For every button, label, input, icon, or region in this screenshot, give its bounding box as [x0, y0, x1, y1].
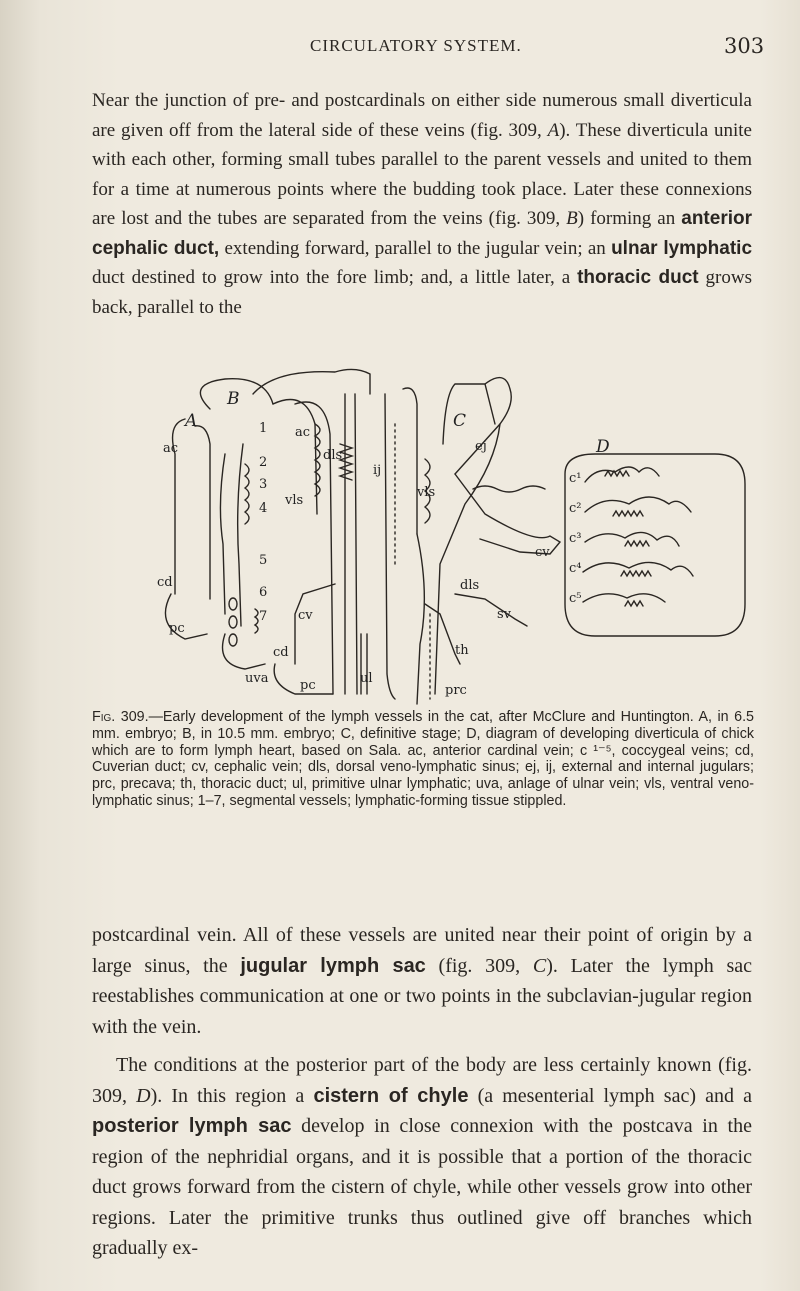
- panel-label-d: D: [596, 437, 610, 457]
- text-run: (fig. 309,: [425, 954, 533, 977]
- label-a-1: 1: [259, 421, 268, 436]
- label-c-ej: ej: [475, 439, 487, 454]
- bold-term: cistern of chyle: [313, 1084, 469, 1107]
- label-c-ij: ij: [373, 463, 382, 478]
- label-c-dls: dls: [460, 578, 480, 593]
- label-b-pc: pc: [300, 678, 316, 693]
- label-a-ac: ac: [163, 441, 179, 456]
- text-run: ). These diverticula unite with each other, forming small tubes parallel to the parent vessels and united to them for a time at numerous points where the budding took place. Later these connexions are lost and the tubes are separated from the veins (fig. 309,: [92, 119, 752, 229]
- panel-c-drawing: [385, 378, 560, 704]
- text-run: grows back, parallel to the: [92, 267, 752, 318]
- panel-d-drawing: [565, 454, 745, 636]
- label-a-6: 6: [259, 585, 268, 600]
- label-b-dls: dls: [323, 448, 343, 463]
- running-head: CIRCULATORY SYSTEM.: [310, 36, 522, 55]
- label-a-3: 3: [259, 477, 268, 492]
- text-run: (a mesenterial lymph sac) and a: [468, 1084, 753, 1107]
- label-c-prc: prc: [445, 683, 467, 698]
- label-a-4: 4: [259, 501, 268, 516]
- label-c-th: th: [455, 643, 469, 658]
- paragraph-1: [92, 86, 752, 322]
- text-run: postcardinal vein. All of these vessels are united near their point of origin by a large sinus, the: [92, 924, 752, 977]
- text-run: ) forming an: [577, 208, 682, 229]
- label-b-cv: cv: [298, 608, 313, 623]
- bold-term: jugular lymph sac: [240, 954, 426, 977]
- label-b-cd: cd: [273, 645, 289, 660]
- label-d-c5: c⁵: [569, 591, 582, 606]
- panel-label-c: C: [453, 411, 467, 431]
- italic-ref: B: [566, 208, 578, 229]
- label-d-c4: c⁴: [569, 561, 582, 576]
- text-run: The conditions at the posterior part of the body are less certainly known (fig. 309,: [92, 1054, 752, 1107]
- label-d-c2: c²: [569, 501, 582, 516]
- text-run: ). In this region a: [150, 1084, 314, 1107]
- label-c-vls: vls: [417, 485, 436, 500]
- lymph-vessel-illustration: [155, 364, 765, 709]
- label-a-pc: pc: [169, 621, 185, 636]
- label-a-7: 7: [259, 609, 268, 624]
- text-run: ). Later the lymph sac reestablishes communication at one or two points in the subclavian-jugular region with the vein.: [92, 954, 752, 1038]
- bold-term: anterior cephalic duct,: [92, 208, 752, 259]
- bold-term: posterior lymph sac: [92, 1115, 292, 1137]
- paragraph-2: [92, 920, 752, 1042]
- figure-caption: [92, 709, 754, 810]
- text-run: duct destined to grow into the fore limb; and, a little later, a: [92, 267, 578, 288]
- label-b-uva: uva: [245, 671, 269, 686]
- label-a-2: 2: [259, 455, 268, 470]
- panel-label-b: B: [227, 389, 240, 409]
- label-d-c3: c³: [569, 531, 582, 546]
- label-a-5: 5: [259, 553, 268, 568]
- bold-term: thoracic duct: [577, 267, 699, 288]
- caption-text: —Early development of the lymph vessels in the cat, after McClure and Huntington. A, in 6.5 mm. embryo; B, in 10.5 mm. embryo; C, definitive stage; D, diagram of developing diverticula of chick which are to form lymph heart, based on Sala. ac, anterior cardinal vein; c ¹⁻⁵, coccygeal veins; cd, Cuverian duct; cv, cephalic vein; dls, dorsal veno-lymphatic sinus; ej, ij, external and internal jugulars; prc, precava; th, thoracic duct; ul, primitive ulnar lymphatic; uva, anlage of ulnar vein; vls, ventral veno-lymphatic sinus; 1–7, segmental vessels; lymphatic-forming tissue stippled.: [92, 709, 754, 809]
- italic-ref: D: [136, 1084, 151, 1107]
- bold-term: ulnar lymphatic: [611, 237, 753, 259]
- label-a-cd: cd: [157, 575, 173, 590]
- label-b-ac: ac: [295, 425, 311, 440]
- page-header: [0, 36, 800, 66]
- figure-309: [155, 364, 765, 709]
- text-run: develop in close connexion with the postcava in the region of the nephridial organs, and it is possible that a portion of the thoracic duct grows forward from the cistern of chyle, while other vessels grow into other regions. Later the primitive trunks thus outlined give off branches which gradually ex-: [92, 1115, 752, 1259]
- text-run: extending forward, parallel to the jugular vein; an: [219, 237, 612, 259]
- panel-b-drawing: [253, 369, 370, 694]
- page-number: 303: [724, 34, 765, 58]
- label-c-cv: cv: [535, 545, 550, 560]
- caption-fig-label: Fig. 309.: [92, 709, 149, 725]
- paragraph-3: [92, 1050, 752, 1264]
- label-c-sv: sv: [497, 607, 512, 622]
- label-d-c1: c¹: [569, 471, 582, 486]
- italic-ref: A: [547, 119, 560, 141]
- label-b-ul: ul: [360, 671, 373, 686]
- label-b-vls: vls: [285, 493, 304, 508]
- text-run: Near the junction of pre- and postcardinals on either side numerous small diverticula are given off from the lateral side of these veins (fig. 309,: [92, 90, 752, 141]
- panel-label-a: A: [185, 411, 198, 431]
- italic-ref: C: [532, 954, 547, 977]
